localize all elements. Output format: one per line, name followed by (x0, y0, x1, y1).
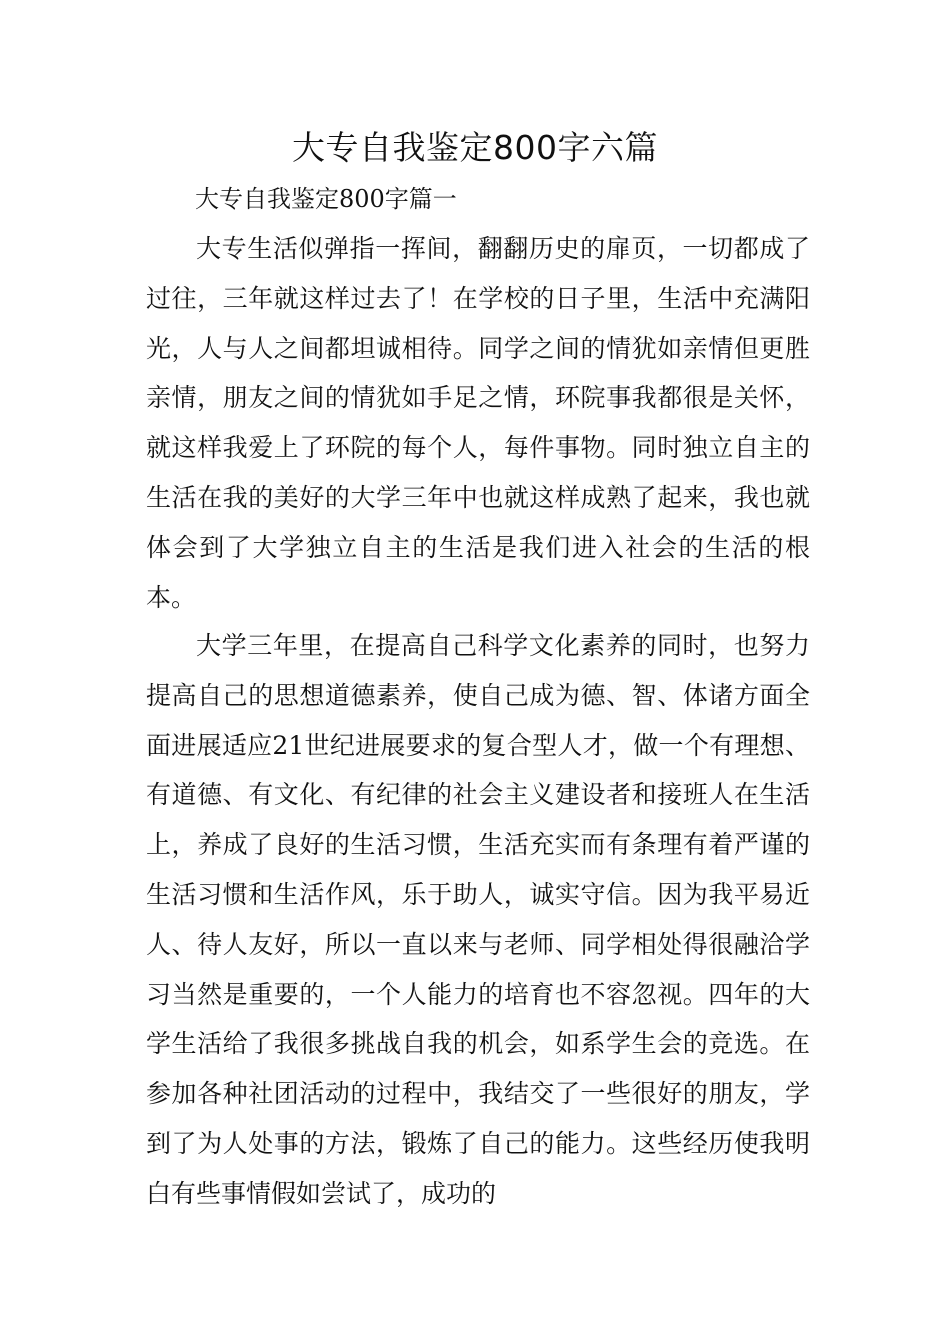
section-heading: 大专自我鉴定800字篇一 (195, 185, 457, 213)
body-paragraph: 大学三年里，在提高自己科学文化素养的同时，也努力提高自己的思想道德素养，使自己成为德、智、体诸方面全面进展适应21世纪进展要求的复合型人才，做一个有理想、有道德、有文化、有纪律的社会主义建设者和接班人在生活上，养成了良好的生活习惯，生活充实而有条理有着严谨的生活习惯和生活作风，乐于助人，诚实守信。因为我平易近人、待人友好，所以一直以来与老师、同学相处得很融洽学习当然是重要的，一个人能力的培育也不容忽视。四年的大学生活给了我很多挑战自我的机会，如系学生会的竞选。在参加各种社团活动的过程中，我结交了一些很好的朋友，学到了为人处事的方法，锻炼了自己的能力。这些经历使我明白有些事情假如尝试了，成功的 (146, 631, 810, 1208)
document-title: 大专自我鉴定800字六篇 (292, 128, 658, 167)
body-paragraph: 大专生活似弹指一挥间，翻翻历史的扉页，一切都成了过往，三年就这样过去了！在学校的日子里，生活中充满阳光，人与人之间都坦诚相待。同学之间的情犹如亲情但更胜亲情，朋友之间的情犹如手足之情，环院事我都很是关怀，就这样我爱上了环院的每个人，每件事物。同时独立自主的生活在我的美好的大学三年中也就这样成熟了起来，我也就体会到了大学独立自主的生活是我们进入社会的生活的根本。 (146, 234, 810, 612)
